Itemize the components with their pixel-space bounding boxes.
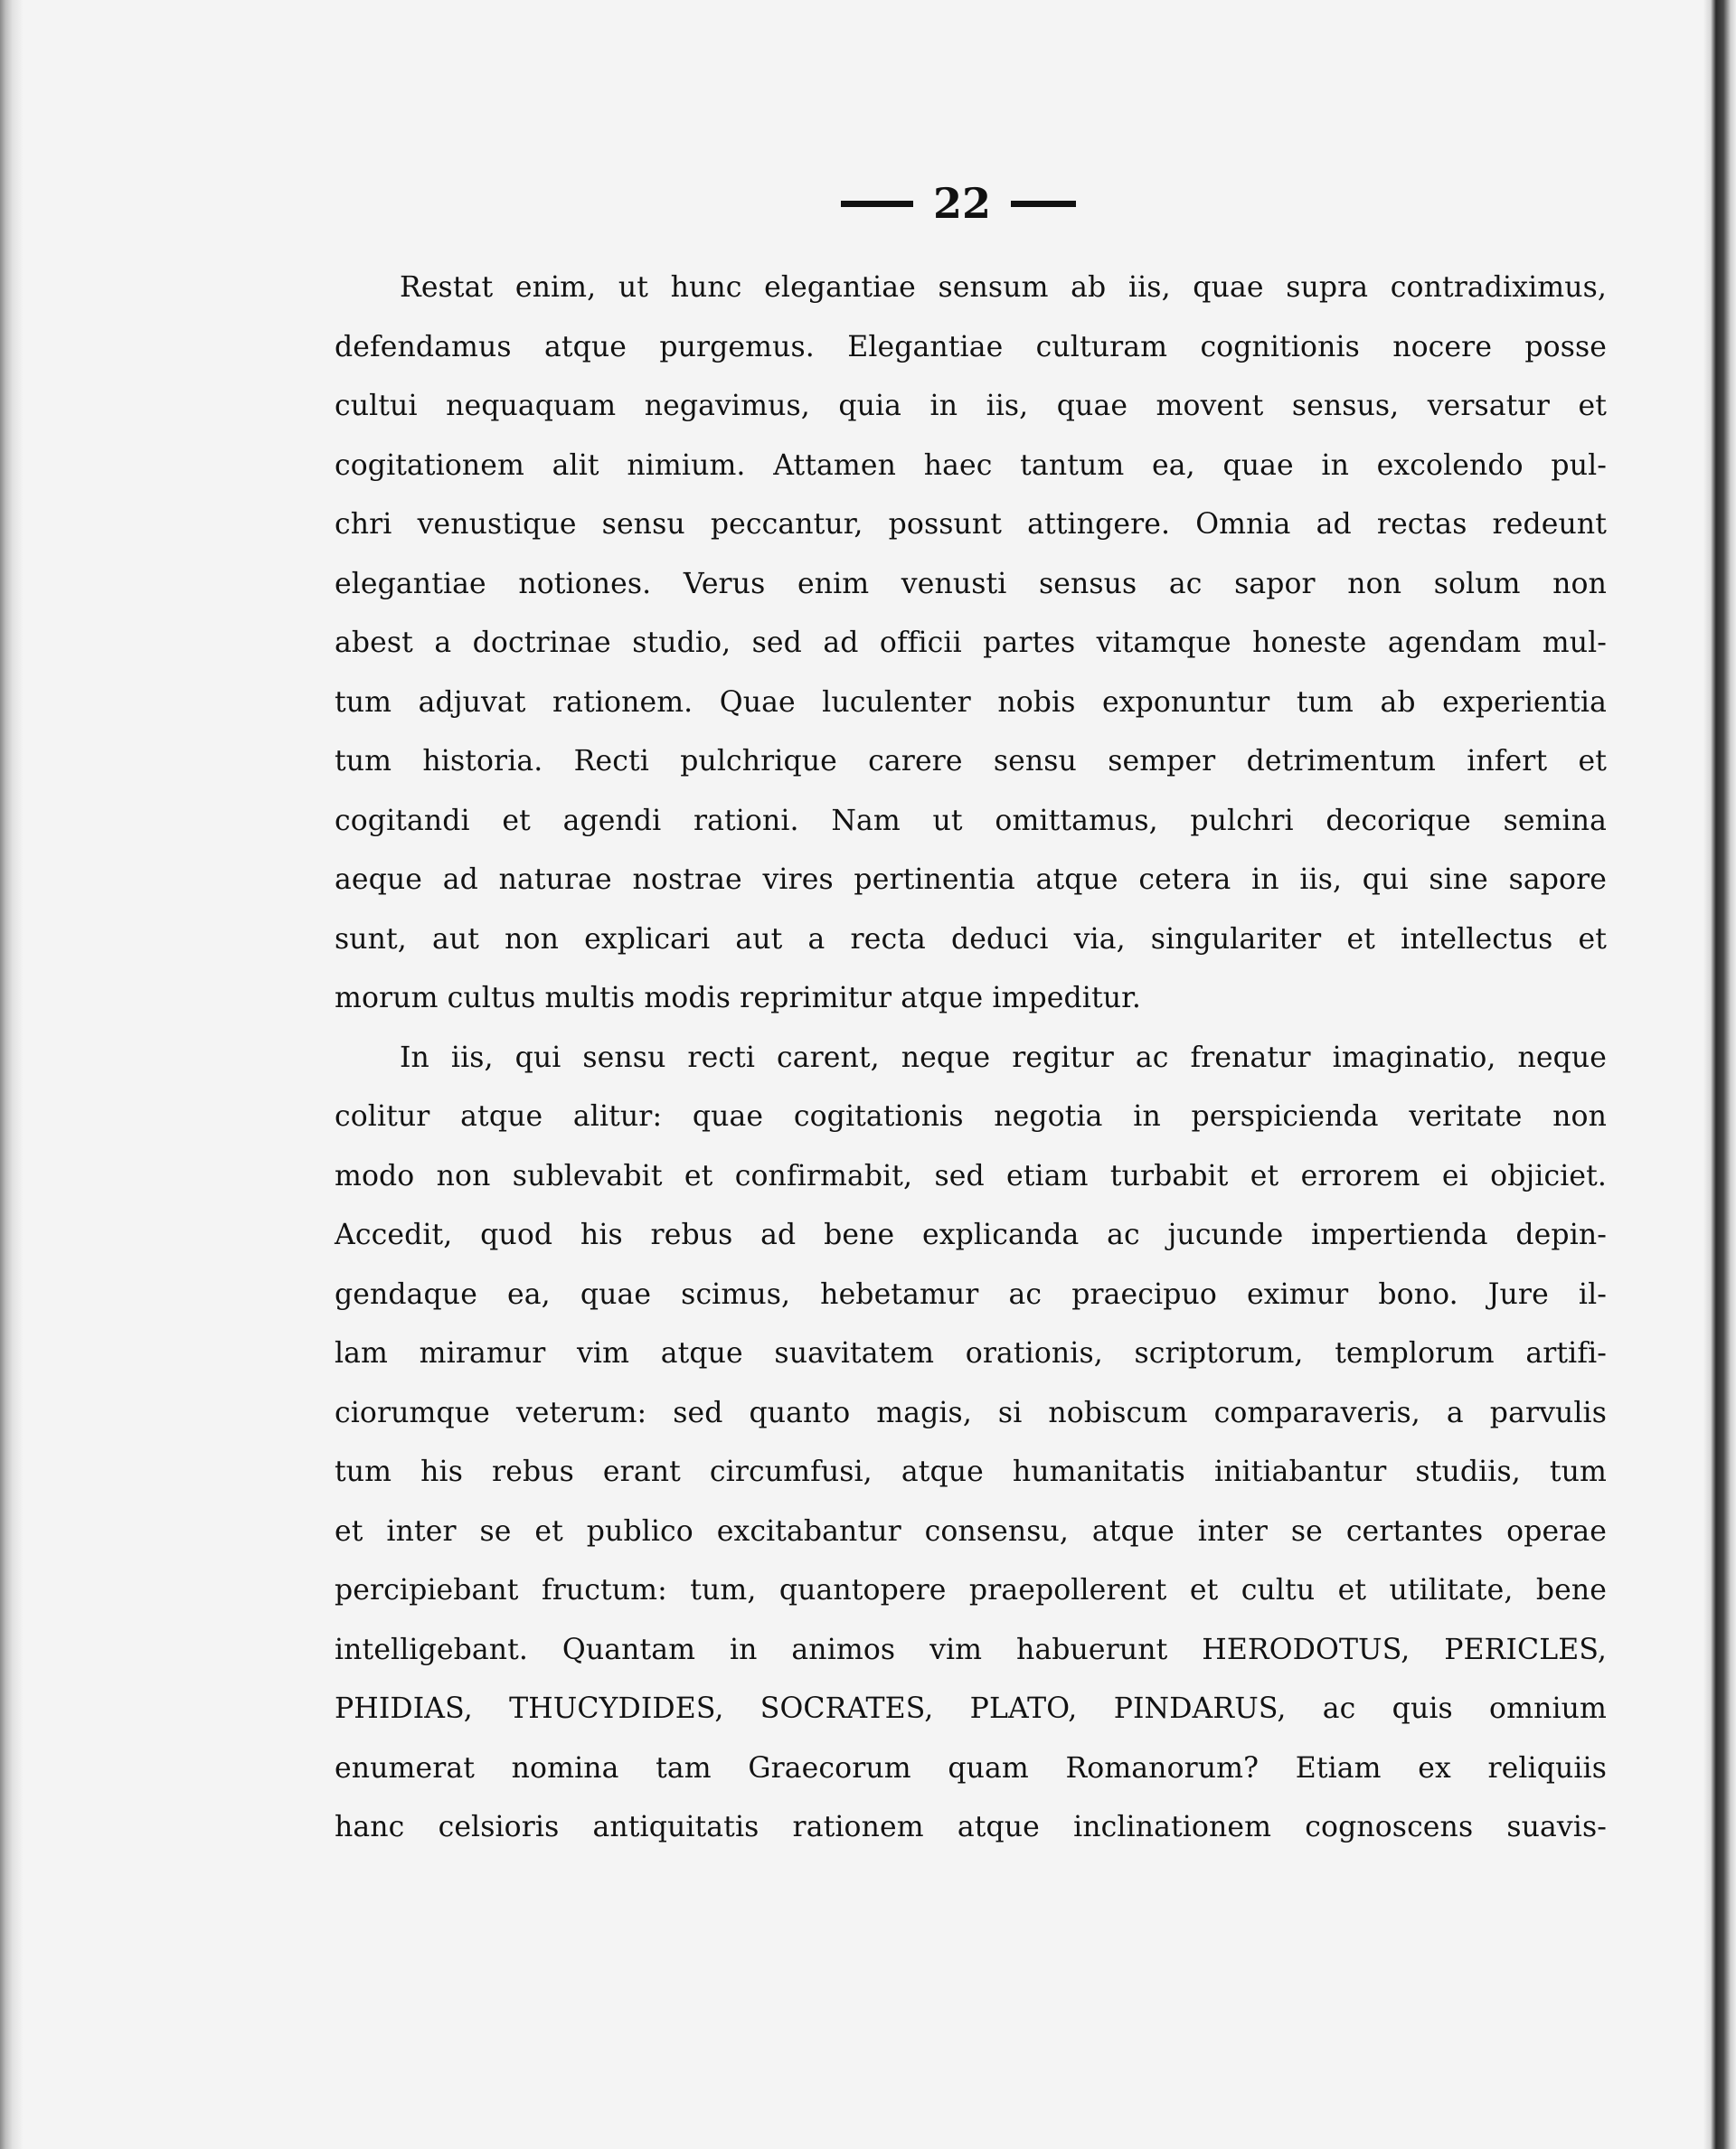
text-line: morum cultus multis modis reprimitur atque impeditur.: [335, 982, 1141, 1014]
text-line: abest a doctrinae studio, sed ad officii partes vitamque honeste agendam mul-: [335, 627, 1607, 659]
text-line: cogitandi et agendi rationi. Nam ut omittamus, pulchri decorique semina: [335, 804, 1607, 837]
text-line: modo non sublevabit et confirmabit, sed etiam turbabit et errorem ei objiciet.: [335, 1159, 1607, 1192]
page-number-header: [796, 172, 1121, 235]
text-line: colitur atque alitur: quae cogitationis negotia in perspicienda veritate non: [335, 1100, 1607, 1133]
adjacent-page-edge: [1703, 0, 1736, 2149]
text-line: PHIDIAS, THUCYDIDES, SOCRATES, PLATO, PINDARUS, ac quis omnium: [335, 1692, 1607, 1725]
text-line: gendaque ea, quae scimus, hebetamur ac praecipuo eximur bono. Jure il-: [335, 1277, 1607, 1311]
text-line: tum historia. Recti pulchrique carere sensu semper detrimentum infert et: [335, 745, 1607, 778]
text-line: chri venustique sensu peccantur, possunt attingere. Omnia ad rectas redeunt: [335, 508, 1607, 541]
text-line: ciorumque veterum: sed quanto magis, si nobiscum comparaveris, a parvulis: [335, 1396, 1607, 1429]
text-line: aeque ad naturae nostrae vires pertinentia atque cetera in iis, qui sine sapore: [335, 863, 1607, 896]
text-line: tum his rebus erant circumfusi, atque humanitatis initiabantur studiis, tum: [335, 1456, 1607, 1488]
text-line: et inter se et publico excitabantur consensu, atque inter se certantes operae: [335, 1514, 1607, 1548]
text-line: cogitationem alit nimium. Attamen haec tantum ea, quae in excolendo pul-: [335, 448, 1607, 482]
text-line: tum adjuvat rationem. Quae luculenter nobis exponuntur tum ab experientia: [335, 685, 1607, 719]
text-line: enumerat nomina tam Graecorum quam Romanorum? Etiam ex reliquiis: [335, 1751, 1607, 1785]
text-line: lam miramur vim atque suavitatem orationis, scriptorum, templorum artifi-: [335, 1337, 1607, 1370]
header-rule-right: [1011, 201, 1076, 207]
text-line: percipiebant fructum: tum, quantopere praepollerent et cultu et utilitate, bene: [335, 1574, 1607, 1607]
text-line: Restat enim, ut hunc elegantiae sensum ab iis, quae supra contradiximus,: [400, 271, 1607, 304]
text-line: Accedit, quod his rebus ad bene explicanda ac jucunde impertienda depin-: [335, 1219, 1607, 1251]
page-number: 22: [932, 179, 991, 228]
text-line: cultui nequaquam negavimus, quia in iis, quae movent sensus, versatur et: [335, 390, 1607, 422]
text-line: elegantiae notiones. Verus enim venusti sensus ac sapor non solum non: [335, 567, 1607, 600]
text-line: sunt, aut non explicari aut a recta deduci via, singulariter et intellectus et: [335, 922, 1607, 956]
text-line: defendamus atque purgemus. Elegantiae culturam cognitionis nocere posse: [335, 330, 1607, 363]
text-line: In iis, qui sensu recti carent, neque regitur ac frenatur imaginatio, neque: [400, 1041, 1607, 1074]
binding-shadow: [0, 0, 24, 2149]
header-rule-left: [841, 201, 913, 207]
text-line: hanc celsioris antiquitatis rationem atque inclinationem cognoscens suavis-: [335, 1811, 1607, 1843]
body-text: [335, 259, 1607, 1858]
text-line: intelligebant. Quantam in animos vim habuerunt HERODOTUS, PERICLES,: [335, 1633, 1607, 1666]
